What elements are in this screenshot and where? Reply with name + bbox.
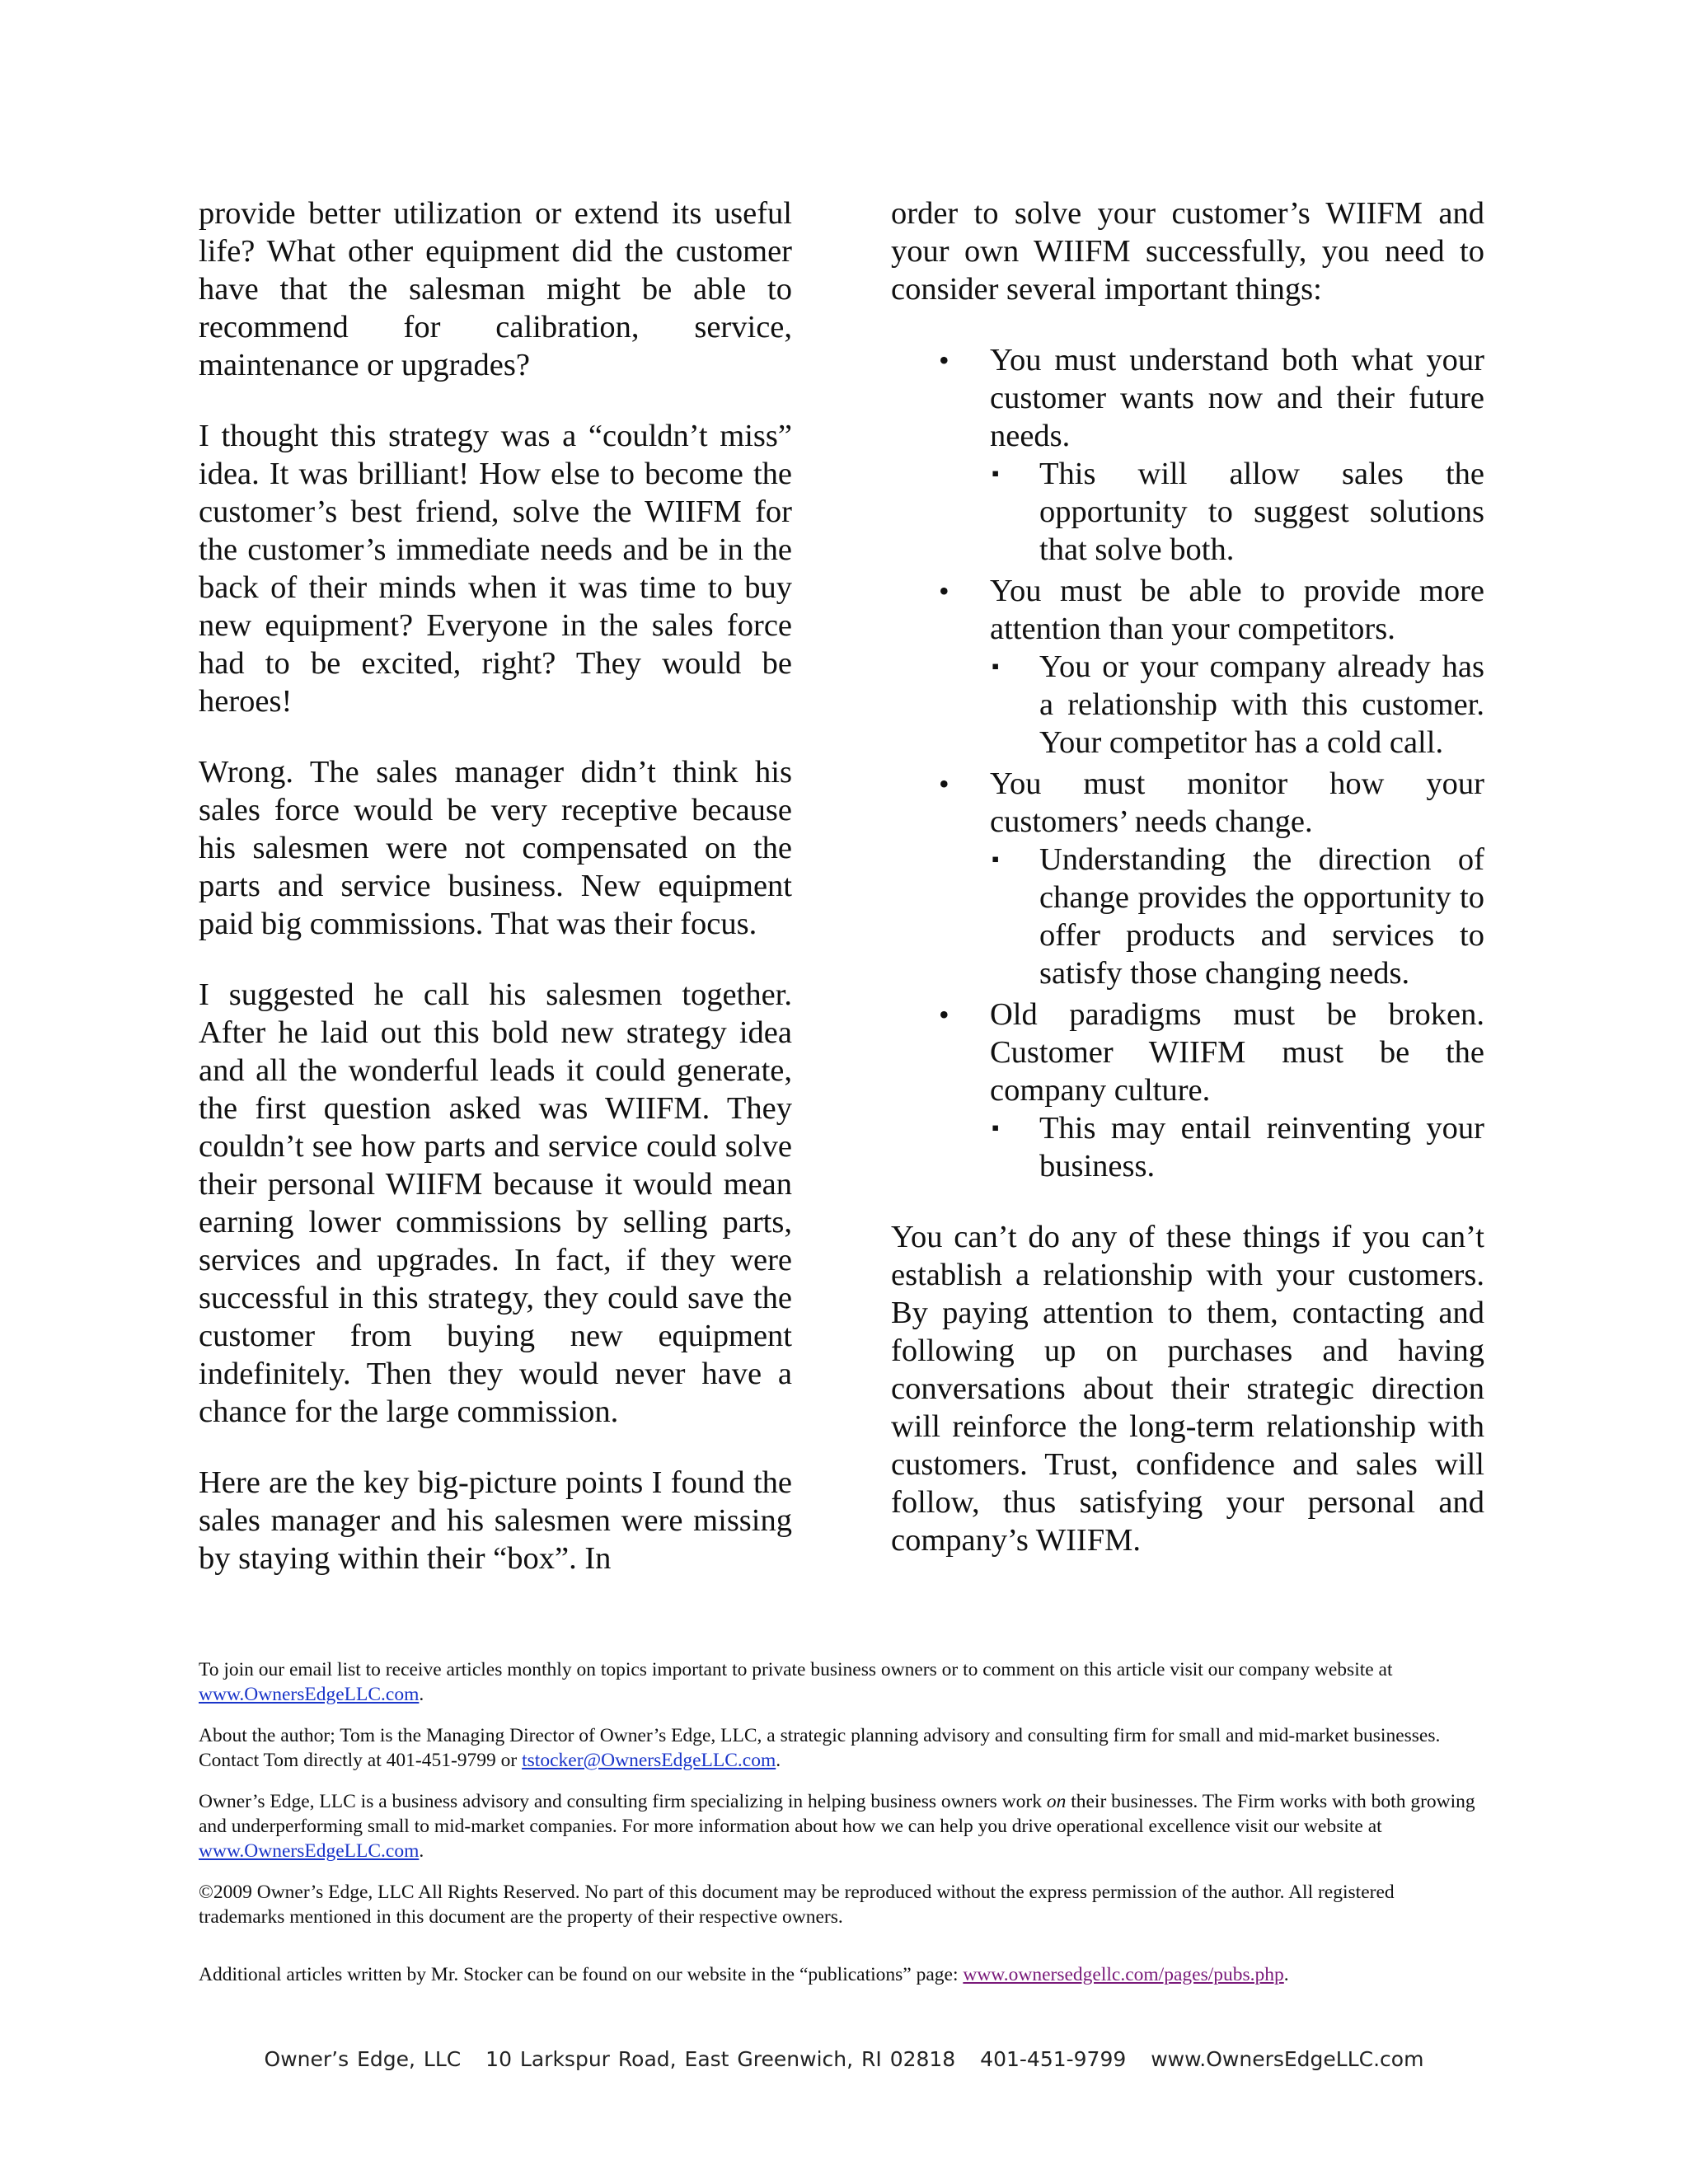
- list-item-text: Old paradigms must be broken. Customer WIIFM must be the company culture.: [990, 997, 1484, 1108]
- sub-list: [990, 648, 1484, 762]
- sub-list-item-text: This may entail reinventing your business.: [1039, 1111, 1484, 1183]
- paragraph: Wrong. The sales manager didn’t think his sales force would be very receptive because his salesmen were not compensated on the parts and service business. New equipment paid big commissions. That was their focus.: [199, 755, 792, 941]
- paragraph: provide better utilization or extend its useful life? What other equipment did the customer have that the salesman might be able to recommend for calibration, service, maintenance or upgrades?: [199, 196, 792, 382]
- square-bullet-icon: ▪: [992, 462, 1000, 485]
- email-list-note: To join our email list to receive articles monthly on topics important to private business owners or to comment on this article visit our company website at www.OwnersEdgeLLC.com.: [199, 1659, 1393, 1705]
- articles-note: Additional articles written by Mr. Stocker can be found on our website in the “publications” page: www.ownersedgellc.com/pages/pubs.php.: [199, 1964, 1289, 1985]
- sub-list: [990, 841, 1484, 992]
- footer-notes: [199, 1657, 1484, 2004]
- website-link[interactable]: www.OwnersEdgeLLC.com: [199, 1840, 420, 1862]
- square-bullet-icon: ▪: [992, 1116, 1000, 1140]
- author-note: About the author; Tom is the Managing Director of Owner’s Edge, LLC, a strategic planning advisory and consulting firm for small and mid-market businesses. Contact Tom directly at 401-451-9799 or tstocker@OwnersEdgeLLC.com.: [199, 1725, 1441, 1771]
- paragraph: Here are the key big-picture points I found the sales manager and his salesmen were missing by staying within their “box”. In: [199, 1465, 792, 1576]
- list-item: [939, 996, 1484, 1185]
- sub-list: [990, 1109, 1484, 1185]
- left-column: [199, 194, 792, 1610]
- sub-list: [990, 455, 1484, 569]
- paragraph: I suggested he call his salesmen together. After he laid out this bold new strategy idea and all the wonderful leads it could generate, the first question asked was WIIFM. They couldn’t see how parts and service could solve their personal WIIFM because it would mean earning lower commissions by selling parts, services and upgrades. In fact, if they were successful in this strategy, they could save the customer from buying new equipment indefinitely. Then they would never have a chance for the large commission.: [199, 977, 792, 1429]
- square-bullet-icon: ▪: [992, 847, 1000, 871]
- bullet-icon: •: [939, 767, 950, 800]
- publications-link[interactable]: www.ownersedgellc.com/pages/pubs.php: [963, 1964, 1284, 1985]
- sub-list-item: [992, 455, 1484, 569]
- bullet-list: [891, 341, 1484, 1185]
- paragraph: You can’t do any of these things if you can’t establish a relationship with your customers. By paying attention to them, contacting and following up on purchases and having conversations about their strategic direction will reinforce the long-term relationship with customers. Trust, confidence and sales will follow, thus satisfying your personal and company’s WIIFM.: [891, 1220, 1484, 1558]
- website-link[interactable]: www.OwnersEdgeLLC.com: [199, 1684, 420, 1705]
- website-text: www.OwnersEdgeLLC.com: [1151, 2047, 1424, 2071]
- right-column: [891, 194, 1484, 1592]
- company-name: Owner’s Edge, LLC: [264, 2047, 462, 2071]
- bullet-icon: •: [939, 574, 950, 607]
- bullet-icon: •: [939, 344, 950, 377]
- email-link[interactable]: tstocker@OwnersEdgeLLC.com: [522, 1750, 776, 1771]
- bullet-icon: •: [939, 998, 950, 1031]
- paragraph: order to solve your customer’s WIIFM and your own WIIFM successfully, you need to consider several important things:: [891, 196, 1484, 307]
- list-item: [939, 765, 1484, 992]
- list-item: [939, 572, 1484, 762]
- sub-list-item-text: You or your company already has a relationship with this customer. Your competitor has a cold call.: [1039, 649, 1484, 760]
- phone-number: 401-451-9799: [980, 2047, 1127, 2071]
- list-item-text: You must be able to provide more attention than your competitors.: [990, 574, 1484, 646]
- sub-list-item: [992, 841, 1484, 992]
- list-item-text: You must understand both what your customer wants now and their future needs.: [990, 343, 1484, 453]
- firm-note: Owner’s Edge, LLC is a business advisory and consulting firm specializing in helping business owners work on their businesses. The Firm works with both growing and underperforming small to mid-market companies. For more information about how we can help you drive operational excellence visit our website at www.OwnersEdgeLLC.com.: [199, 1791, 1475, 1862]
- square-bullet-icon: ▪: [992, 654, 1000, 678]
- street-address: 10 Larkspur Road, East Greenwich, RI 02818: [485, 2047, 956, 2071]
- copyright-note: ©2009 Owner’s Edge, LLC All Rights Reserved. No part of this document may be reproduced without the express permission of the author. All registered trademarks mentioned in this document are the property of their respective owners.: [199, 1882, 1395, 1928]
- list-item: [939, 341, 1484, 569]
- sub-list-item-text: Understanding the direction of change provides the opportunity to offer products and services to satisfy those changing needs.: [1039, 842, 1484, 991]
- list-item-text: You must monitor how your customers’ needs change.: [990, 766, 1484, 839]
- address-bar: [0, 2047, 1688, 2071]
- paragraph: I thought this strategy was a “couldn’t miss” idea. It was brilliant! How else to become the customer’s best friend, solve the WIIFM for the customer’s immediate needs and be in the back of their minds when it was time to buy new equipment? Everyone in the sales force had to be excited, right? They would be heroes!: [199, 419, 792, 719]
- sub-list-item: [992, 1109, 1484, 1185]
- sub-list-item: [992, 648, 1484, 762]
- sub-list-item-text: This will allow sales the opportunity to suggest solutions that solve both.: [1039, 457, 1484, 567]
